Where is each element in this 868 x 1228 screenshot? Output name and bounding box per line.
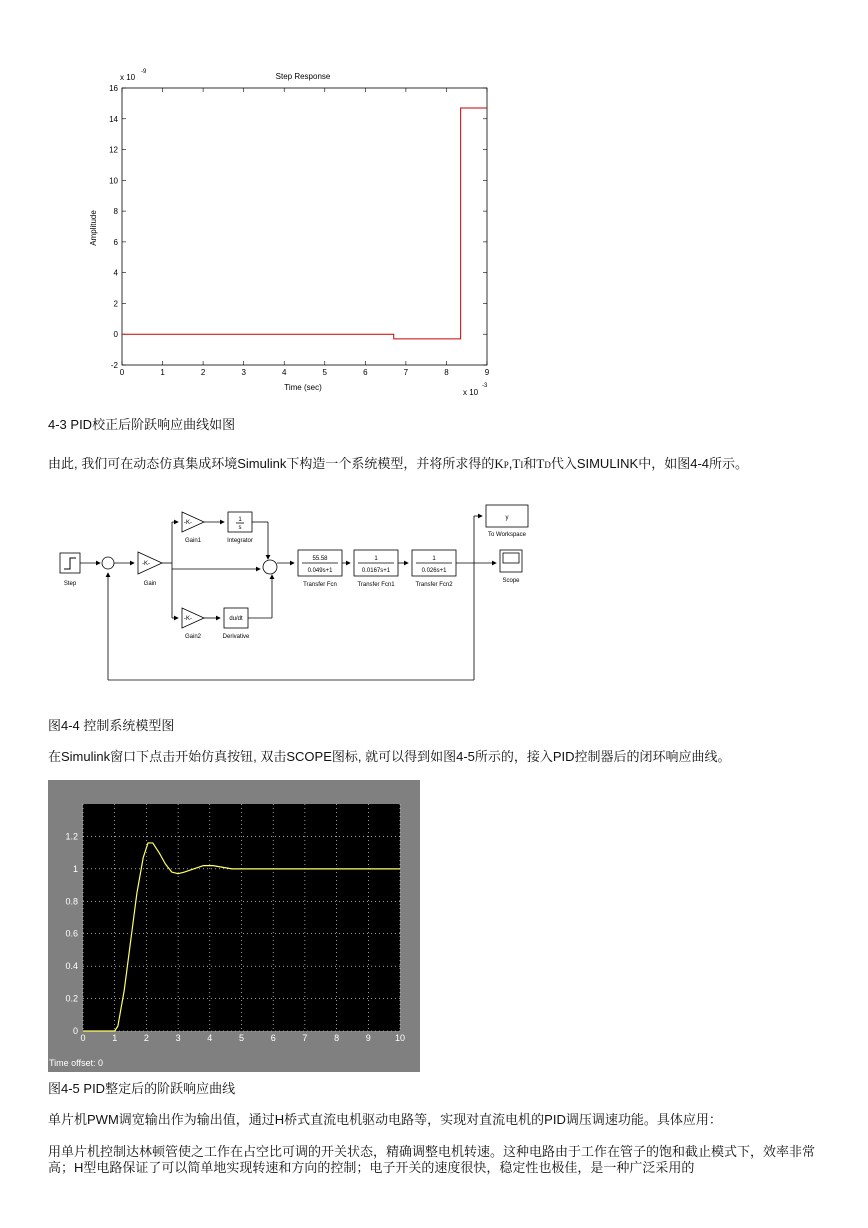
gain-k-text: -K- (142, 561, 150, 567)
scope-ytick-label: 0.2 (65, 993, 78, 1004)
scope-xtick-label: 7 (302, 1033, 308, 1043)
symbol-and: 和 (523, 456, 537, 471)
scope-ytick-label: 0 (72, 1026, 78, 1036)
sr-xtick-label: 9 (484, 368, 490, 377)
tf0-den: 0.049s+1 (307, 568, 333, 574)
step-label: Step (63, 581, 77, 587)
gain-label: Gain (143, 581, 157, 587)
tf0-label: Transfer Fcn (303, 582, 337, 588)
tf0-num: 55.58 (312, 556, 328, 562)
symbol-td: TD (536, 456, 551, 471)
sr-ylabel: Amplitude (89, 210, 98, 246)
tf1-label: Transfer Fcn1 (357, 582, 395, 588)
sr-ytick-label: 16 (109, 84, 118, 93)
scope-xtick-label: 10 (394, 1033, 406, 1043)
sr-xlabel: Time (sec) (284, 383, 322, 392)
sr-xtick-label: 7 (403, 368, 409, 377)
paragraph-application: 用单片机控制达林顿管使之工作在占空比可调的开关状态，精确调整电机转速。这种电路由于工作在管子的饱和截止模式下，效率非常高；H型电路保证了可以简单地实现转速和方向的控制；电子开关的速度很快，稳定性也极佳，是一种广泛采用的 (48, 1144, 816, 1175)
caption-fig-4-4: 图4-4 控制系统模型图 (48, 718, 175, 733)
sr-xtick-label: 3 (241, 368, 246, 377)
scope-xtick-label: 5 (238, 1033, 245, 1043)
integrator-den: s (238, 525, 242, 531)
para1-after: 代入SIMULINK中，如图4-4所示。 (550, 456, 749, 471)
sr-ytick-label: 10 (109, 176, 118, 186)
sr-series-line (122, 108, 487, 339)
scope-ytick-label: 0.8 (65, 896, 78, 907)
tf1-den: 0.0167s+1 (361, 568, 391, 574)
sr-yexp-power: -9 (141, 69, 147, 75)
sr-xtick-label: 4 (281, 368, 287, 377)
sr-axes-box (122, 88, 487, 365)
scope-ytick-label: 0.4 (65, 961, 78, 972)
scope-ytick-label: 1 (72, 863, 78, 874)
paragraph-model-intro (48, 456, 748, 473)
integrator-num: 1 (238, 517, 242, 523)
gain1-label: Gain1 (184, 538, 202, 544)
scope-time-offset: Time offset: 0 (49, 1058, 104, 1068)
para1-before: 由此, 我们可在动态仿真集成环境Simulink下构造一个系统模型，并将所求得的 (48, 456, 495, 471)
derivative-label: Derivative (222, 634, 250, 640)
integrator-label: Integrator (227, 538, 253, 544)
sr-xexp-power: -3 (482, 383, 488, 389)
scope-label: Scope (502, 578, 520, 584)
sr-xtick-label: 8 (444, 368, 449, 377)
scope-xtick-label: 1 (112, 1033, 118, 1043)
gain2-k-text: -K- (184, 616, 192, 622)
paragraph-simulation: 在Simulink窗口下点击开始仿真按钮, 双击SCOPE图标, 就可以得到如图4-5所示的，接入PID控制器后的闭环响应曲线。 (48, 749, 731, 764)
sr-xexp: x 10 (463, 388, 479, 397)
sum-block-2[interactable] (263, 560, 277, 574)
sr-ytick-label: 2 (113, 299, 118, 309)
tf1-num: 1 (374, 556, 378, 562)
sr-ytick-label: 0 (113, 330, 118, 340)
scope-ytick-label: 1.2 (65, 831, 78, 842)
sr-xtick-label: 5 (322, 368, 328, 377)
sr-ytick-label: 4 (113, 268, 118, 278)
tf2-den: 0.026s+1 (421, 568, 447, 574)
tf2-num: 1 (432, 556, 436, 562)
workspace-var: y (505, 515, 509, 521)
workspace-label: To Workspace (488, 532, 526, 538)
sr-xtick-label: 2 (200, 368, 206, 377)
scope-xtick-label: 6 (270, 1033, 276, 1043)
sr-ytick-label: 8 (113, 207, 118, 217)
paragraph-pwm: 单片机PWM调宽输出作为输出值，通过H桥式直流电机驱动电路等，实现对直流电机的PID调压调速功能。具体应用： (48, 1112, 722, 1127)
scope-xtick-label: 0 (80, 1033, 86, 1043)
sr-ytick-label: -2 (110, 361, 118, 370)
gain2-label: Gain2 (184, 634, 202, 640)
symbol-ti: TI (512, 456, 524, 471)
scope-xtick-label: 9 (365, 1033, 371, 1043)
sum-block-1[interactable] (102, 557, 114, 569)
caption-fig-4-5: 图4-5 PID整定后的阶跃响应曲线 (48, 1081, 236, 1096)
tf2-label: Transfer Fcn2 (415, 582, 453, 588)
simulink-diagram (48, 497, 538, 702)
scope-xtick-label: 3 (175, 1033, 181, 1043)
sr-xtick-label: 0 (119, 368, 125, 377)
sr-xtick-label: 1 (160, 368, 165, 377)
sr-yexp: x 10 (120, 73, 136, 82)
sr-xtick-label: 6 (363, 368, 368, 377)
caption-fig-4-3: 4-3 PID校正后阶跃响应曲线如图 (48, 417, 236, 432)
gain1-k-text: -K- (184, 520, 192, 526)
scope-xtick-label: 8 (334, 1033, 340, 1043)
symbol-separator: , (508, 456, 513, 471)
derivative-text: du/dt (229, 616, 243, 622)
scope-ytick-label: 0.6 (65, 928, 78, 939)
sr-ytick-label: 12 (109, 145, 118, 155)
scope-figure (48, 780, 420, 1072)
scope-xtick-label: 4 (207, 1033, 213, 1043)
step-response-figure (80, 60, 500, 405)
scope-xtick-label: 2 (143, 1033, 149, 1043)
symbol-kp: KP (494, 456, 509, 471)
sr-ytick-label: 6 (113, 237, 118, 247)
sr-title: Step Response (275, 72, 331, 81)
sr-ytick-label: 14 (109, 114, 118, 124)
